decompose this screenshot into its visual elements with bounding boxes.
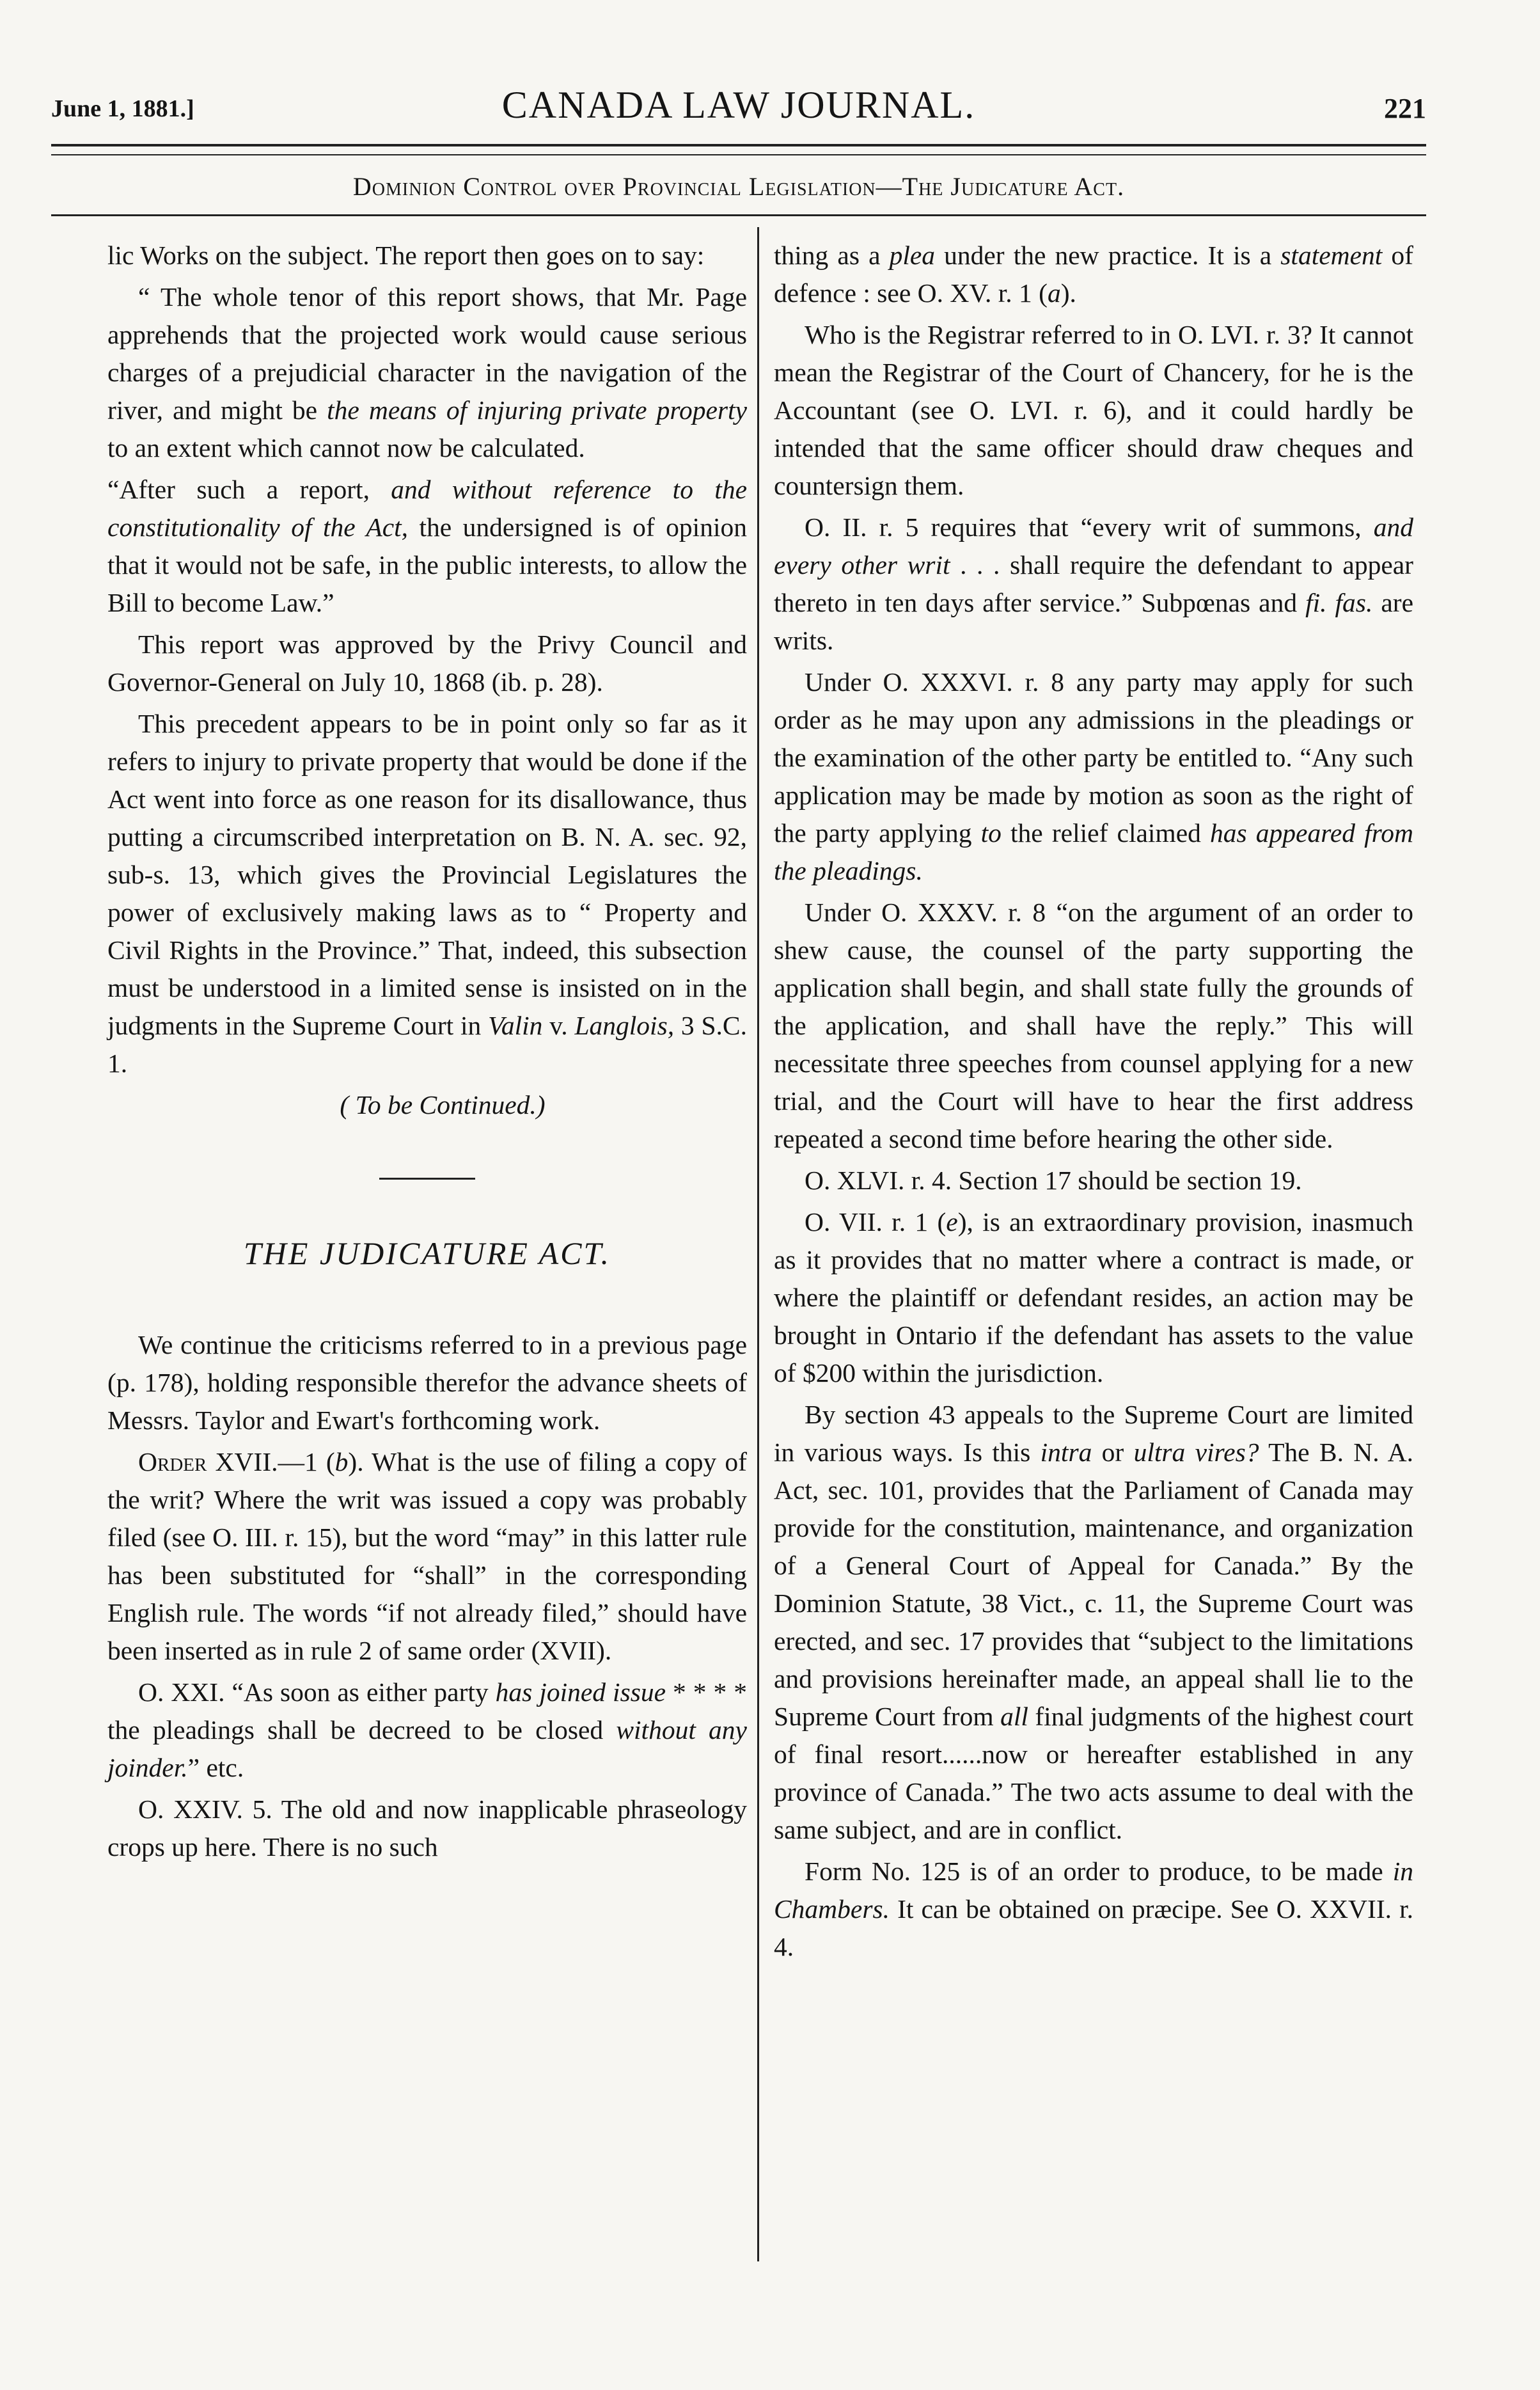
paragraph: O. XLVI. r. 4. Section 17 should be section 19.	[805, 1166, 1302, 1195]
paragraph: Who is the Registrar referred to in O. LVI. r. 3? It cannot mean the Registrar of the Court of Chancery, for he is the Accountant (see O. LVI. r. 6), and it could hardly be intended that the same officer should draw cheques and countersign them.	[774, 320, 1413, 500]
article-title: THE JUDICATURE ACT.	[243, 1235, 611, 1271]
paragraph: O. XXIV. 5. The old and now inapplicable phraseology crops up here. There is no such	[107, 1794, 747, 1862]
paragraph: O. VII. r. 1 (e), is an extraordinary provision, inasmuch as it provides that no matter where a contract is made, or where the plaintiff or defendant resides, an action may be brought in Ontario if the defendant has assets to the value of $200 within the jurisdiction.	[774, 1207, 1414, 1388]
header-rule	[51, 214, 1426, 216]
journal-title: CANADA LAW JOURNAL.	[501, 84, 976, 126]
section-heading: Dominion Control over Provincial Legislation—The Judicature Act.	[352, 172, 1125, 201]
paragraph: Order XVII.—1 (b). What is the use of filing a copy of the writ? Where the writ was issued a copy was probably filed (see O. III. r. 15), but the word “may” in this latter rule has been substituted for “shall” in the corresponding English rule. The words “if not already filed,” should have been inserted as in rule 2 of same order (XVII).	[107, 1447, 747, 1665]
header-double-rule	[51, 144, 1426, 155]
paragraph: Under O. XXXV. r. 8 “on the argument of an order to shew cause, the counsel of the party supporting the application shall begin, and shall state fully the grounds of the application, and shall have the reply.” This will necessitate three speeches from counsel applying for a new trial, and the Court will have to hear the first address repeated a second time before hearing the other side.	[774, 898, 1413, 1153]
paragraph: We continue the criticisms referred to in a previous page (p. 178), holding responsible therefor the advance sheets of Messrs. Taylor and Ewart's forthcoming work.	[107, 1330, 747, 1435]
column-divider	[757, 227, 759, 2261]
page-number: 221	[1384, 93, 1426, 124]
paragraph: thing as a plea under the new practice. It is a statement of defence : see O. XV. r. 1 (a).	[774, 241, 1413, 308]
paragraph: This report was approved by the Privy Council and Governor-General on July 10, 1868 (ib. p. 28).	[107, 629, 747, 697]
continued-note: ( To be Continued.)	[340, 1090, 546, 1120]
paragraph: O. II. r. 5 requires that “every writ of summons, and every other writ . . . shall require the defendant to appear thereto in ten days after service.” Subpœnas and fi. fas. are writs.	[774, 512, 1413, 655]
right-column	[774, 237, 1413, 1970]
paragraph: Under O. XXXVI. r. 8 any party may apply for such order as he may upon any admissions in the pleadings or the examination of the other party be entitled to. “Any such application may be made by motion as soon as the right of the party applying to the relief claimed has appeared from the pleadings.	[774, 667, 1413, 885]
paragraph: This precedent appears to be in point only so far as it refers to injury to private property that would be done if the Act went into force as one reason for its disallowance, thus putting a circumscribed interpretation on B. N. A. sec. 92, sub-s. 13, which gives the Provincial Legislatures the power of exclusively making laws as to “ Property and Civil Rights in the Province.” That, indeed, this subsection must be understood in a limited sense is insisted on in the judgments in the Supreme Court in Valin v. Langlois, 3 S.C. 1.	[107, 709, 747, 1078]
issue-date: June 1, 1881.]	[51, 95, 194, 122]
paragraph: O. XXI. “As soon as either party has joined issue * * * * the pleadings shall be decreed to be closed without any joinder.” etc.	[107, 1677, 748, 1782]
section-divider	[379, 1178, 475, 1180]
paragraph: By section 43 appeals to the Supreme Court are limited in various ways. Is this intra or ultra vires? The B. N. A. Act, sec. 101, provides that the Parliament of Canada may provide for the constitution, maintenance, and organization of a General Court of Appeal for Canada.” By the Dominion Statute, 38 Vict., c. 11, the Supreme Court was erected, and sec. 17 provides that “subject to the limitations and provisions hereinafter made, an appeal shall lie to the Supreme Court from all final judgments of the highest court of final resort......now or hereafter established in any province of Canada.” The two acts assume to deal with the same subject, and are in conflict.	[774, 1400, 1414, 1844]
quote-paragraph: “ The whole tenor of this report shows, that Mr. Page apprehends that the projected work would cause serious charges of a prejudicial character in the navigation of the river, and might be the means of injuring private property to an extent which cannot now be calculated.	[107, 282, 747, 463]
quote-paragraph: “After such a report, and without reference to the constitutionality of the Act, the undersigned is of opinion that it would not be safe, in the public interests, to allow the Bill to become Law.”	[107, 475, 747, 617]
paragraph: lic Works on the subject. The report then goes on to say:	[107, 241, 705, 270]
left-column	[107, 237, 747, 1870]
running-head	[51, 83, 1426, 134]
paragraph: Form No. 125 is of an order to produce, to be made in Chambers. It can be obtained on præcipe. See O. XXVII. r. 4.	[774, 1856, 1413, 1961]
